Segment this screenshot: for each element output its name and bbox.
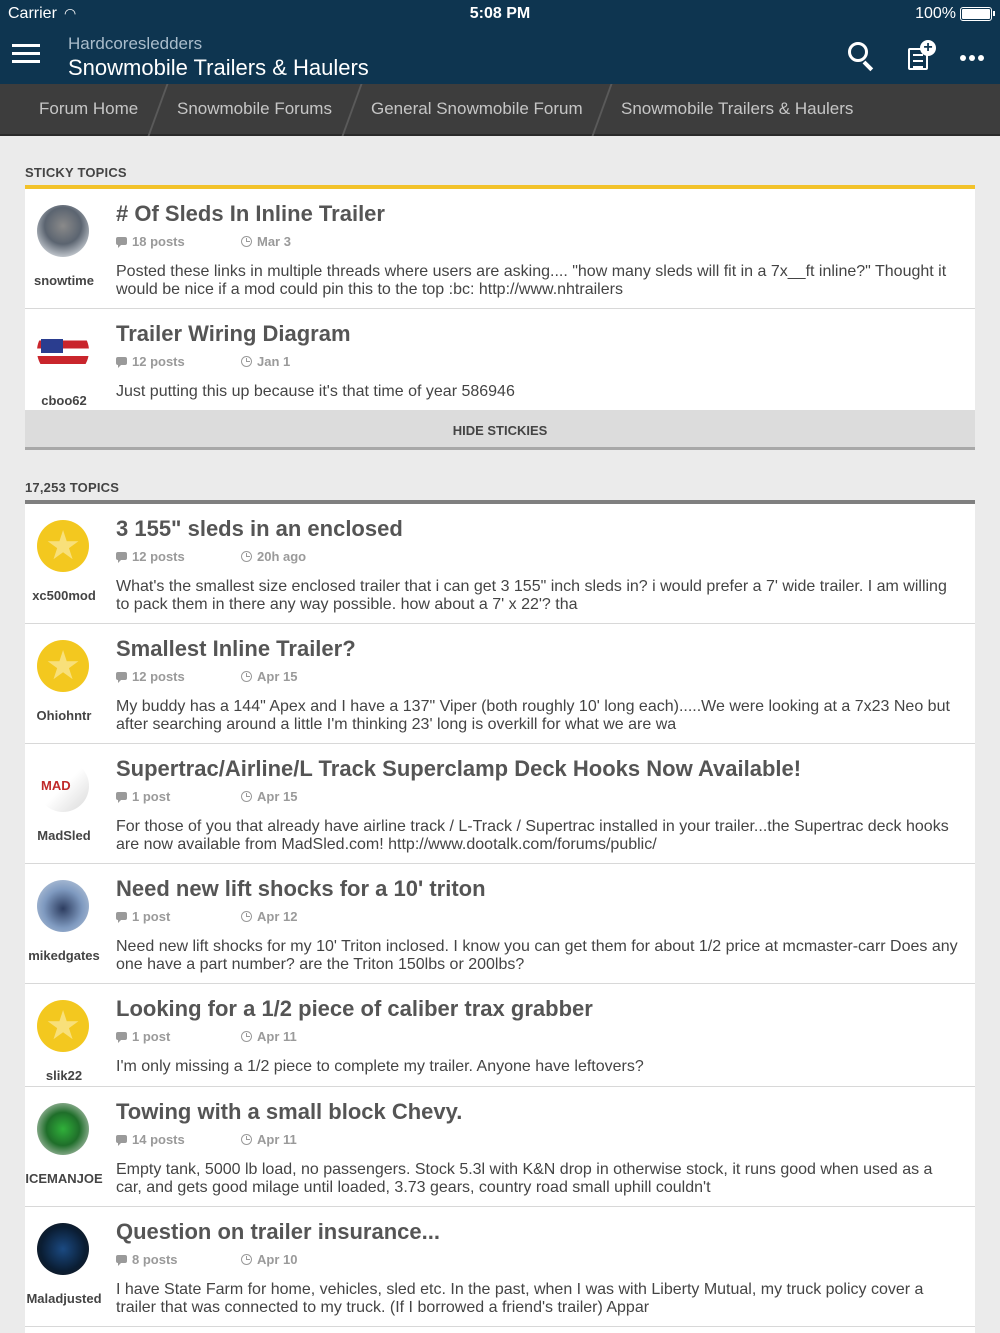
breadcrumb-separator <box>342 84 363 136</box>
topic-date: Jan 1 <box>241 354 290 369</box>
site-name: Hardcoresledders <box>68 34 203 53</box>
topic-author[interactable]: Ohiohntr <box>36 708 92 723</box>
topic-author[interactable]: ICEMANJOE <box>25 1171 103 1186</box>
clock: 5:08 PM <box>469 5 531 22</box>
topic-author[interactable]: xc500mod <box>32 588 96 603</box>
clock-icon <box>241 671 252 682</box>
comment-icon <box>116 1032 127 1040</box>
post-count: 12 posts <box>116 549 185 564</box>
topic-author[interactable]: MadSled <box>37 828 91 843</box>
topic-row[interactable] <box>25 309 975 410</box>
topic-date: Apr 10 <box>241 1252 297 1267</box>
battery-icon <box>960 7 992 21</box>
topic-author[interactable]: Maladjusted <box>26 1291 102 1306</box>
topic-author[interactable]: mikedgates <box>28 948 100 963</box>
topic-date: Apr 11 <box>241 1132 297 1147</box>
avatar[interactable] <box>37 1223 89 1275</box>
clock-icon <box>241 356 252 367</box>
topic-date: Apr 11 <box>241 1029 297 1044</box>
post-count: 14 posts <box>116 1132 185 1147</box>
topic-row[interactable] <box>25 1087 975 1207</box>
topic-date: 20h ago <box>241 549 306 564</box>
avatar[interactable] <box>37 1103 89 1155</box>
avatar[interactable] <box>37 520 89 572</box>
clock-icon <box>241 1254 252 1265</box>
topic-excerpt: Need new lift shocks for my 10' Triton inclosed. I know you can get them for about 1/2 price at mcmaster-carr Does any one have a part number? are the Triton 150lbs or 200lbs? <box>116 938 958 973</box>
comment-icon <box>116 1135 127 1143</box>
header-title-group <box>68 34 369 81</box>
topic-title[interactable]: Looking for a 1/2 piece of caliber trax grabber <box>116 996 593 1021</box>
topic-title[interactable]: Trailer Wiring Diagram <box>116 321 351 346</box>
avatar[interactable] <box>37 1000 89 1052</box>
clock-icon <box>241 1031 252 1042</box>
topic-row[interactable] <box>25 504 975 624</box>
topic-excerpt: I'm only missing a 1/2 piece to complete my trailer. Anyone have leftovers? <box>116 1058 644 1075</box>
topic-author[interactable]: slik22 <box>45 1068 83 1083</box>
comment-icon <box>116 1255 127 1263</box>
clock-icon <box>241 791 252 802</box>
comment-icon <box>116 792 127 800</box>
topic-excerpt: Posted these links in multiple threads where users are asking.... "how many sleds will fit in a 7x__ft inline?" Thought it would be nice if a mod could pin this to the top :bc: http://www.nhtrailers <box>116 263 947 298</box>
topic-row[interactable] <box>25 189 975 309</box>
post-count: 12 posts <box>116 669 185 684</box>
avatar[interactable] <box>37 640 89 692</box>
post-count: 1 post <box>116 909 170 924</box>
more-icon[interactable] <box>960 48 990 80</box>
topic-title[interactable]: 3 155" sleds in an enclosed <box>116 516 403 541</box>
topic-row[interactable] <box>25 984 975 1087</box>
comment-icon <box>116 237 127 245</box>
topic-excerpt: My buddy has a 144" Apex and I have a 137" Viper (both roughly 10' long each).....We were looking at a 7x23 Neo but after searching around a little I'm thinking 23' long is overkill for what we are wa <box>116 698 950 733</box>
compose-icon[interactable]: + <box>906 40 938 72</box>
breadcrumb-forum-home[interactable]: Forum Home <box>39 99 139 118</box>
topic-row[interactable] <box>25 744 975 864</box>
clock-icon <box>241 911 252 922</box>
topic-excerpt: I have State Farm for home, vehicles, sled etc. In the past, when I was with Liberty Mutual, my truck policy cover a trailer that was connected to my truck. (If I borrowed a friend's trailer) Appar <box>116 1281 924 1316</box>
breadcrumb-general-forum[interactable]: General Snowmobile Forum <box>371 99 583 118</box>
topic-date: Apr 15 <box>241 669 297 684</box>
topic-author[interactable]: cboo62 <box>41 393 87 408</box>
clock-icon <box>241 551 252 562</box>
search-icon[interactable] <box>846 40 878 72</box>
breadcrumb-current-forum[interactable]: Snowmobile Trailers & Haulers <box>621 99 854 118</box>
carrier-label: Carrier <box>8 5 57 22</box>
topic-title[interactable]: Supertrac/Airline/L Track Superclamp Deck Hooks Now Available! <box>116 756 802 781</box>
post-count: 8 posts <box>116 1252 178 1267</box>
post-count: 18 posts <box>116 234 185 249</box>
menu-icon[interactable] <box>12 44 40 64</box>
topic-count-label: 17,253 TOPICS <box>25 480 120 495</box>
topic-row[interactable] <box>25 1207 975 1327</box>
topic-title[interactable]: Question on trailer insurance... <box>116 1219 440 1244</box>
topic-row[interactable] <box>25 624 975 744</box>
status-bar <box>0 0 1000 28</box>
topic-title[interactable]: Need new lift shocks for a 10' triton <box>116 876 486 901</box>
topic-title[interactable]: # Of Sleds In Inline Trailer <box>116 201 385 226</box>
comment-icon <box>116 672 127 680</box>
clock-icon <box>241 1134 252 1145</box>
topic-title[interactable]: Smallest Inline Trailer? <box>116 636 356 661</box>
topic-author[interactable]: snowtime <box>34 273 94 288</box>
avatar[interactable] <box>37 760 89 812</box>
clock-icon <box>241 236 252 247</box>
sticky-topics-label: STICKY TOPICS <box>25 165 127 180</box>
topic-date: Mar 3 <box>241 234 291 249</box>
app-header <box>0 0 1000 84</box>
hide-stickies-button[interactable]: HIDE STICKIES <box>25 410 975 450</box>
post-count: 12 posts <box>116 354 185 369</box>
topic-excerpt: Empty tank, 5000 lb load, no passengers. Stock 5.3l with K&N drop in otherwise stock, it runs good when used as a car, and gets good milage until loaded, 3.73 gears, country road small uphill couldn't <box>116 1161 933 1196</box>
comment-icon <box>116 357 127 365</box>
wifi-icon: ◠ <box>64 5 77 21</box>
comment-icon <box>116 552 127 560</box>
post-count: 1 post <box>116 1029 170 1044</box>
topic-title[interactable]: Towing with a small block Chevy. <box>116 1099 463 1124</box>
battery-percent: 100% <box>915 5 956 22</box>
avatar[interactable] <box>37 205 89 257</box>
comment-icon <box>116 912 127 920</box>
topic-date: Apr 15 <box>241 789 297 804</box>
avatar[interactable] <box>37 880 89 932</box>
breadcrumb-separator <box>592 84 613 136</box>
topic-list <box>25 500 975 1333</box>
breadcrumb-separator <box>148 84 169 136</box>
breadcrumb <box>0 84 1000 136</box>
avatar[interactable] <box>37 325 89 377</box>
sticky-topics-list <box>25 185 975 410</box>
topic-date: Apr 12 <box>241 909 297 924</box>
post-count: 1 post <box>116 789 170 804</box>
topic-row[interactable] <box>25 864 975 984</box>
topic-excerpt: Just putting this up because it's that time of year 586946 <box>116 383 515 400</box>
topic-excerpt: For those of you that already have airline track / L-Track / Supertrac installed in your trailer...the Supertrac deck hooks are now available from MadSled.com! http://www.dootalk.com/forums/public/ <box>116 818 949 853</box>
page-title: Snowmobile Trailers & Haulers <box>68 55 369 80</box>
topic-excerpt: What's the smallest size enclosed trailer that i can get 3 155" inch sleds in? i would prefer a 7' wide trailer. I am willing to pack them in there any way possible. how about a 7' x 22'? tha <box>116 578 947 613</box>
breadcrumb-snowmobile-forums[interactable]: Snowmobile Forums <box>177 99 332 118</box>
